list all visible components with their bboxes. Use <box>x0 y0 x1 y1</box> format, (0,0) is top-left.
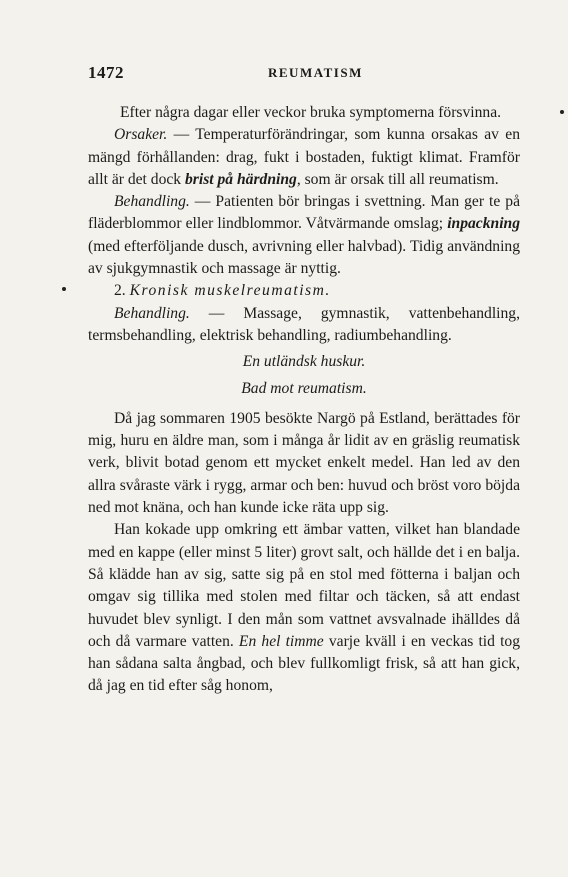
paragraph-chronic-heading <box>88 280 520 302</box>
section-subtitle: Bad mot reumatism. <box>241 379 367 397</box>
causes-tail: , som är orsak till all reumatism. <box>296 170 499 188</box>
chronic-treatment-label: Behandling. <box>114 304 190 322</box>
paragraph-treatment <box>88 191 520 280</box>
causes-text: — Temperaturförändringar, som kunna orsakas av en mängd förhållanden: drag, fukt i bostaden, fuktigt klimat. Framför allt är det dock <box>88 126 520 188</box>
treatment-text: — Patienten bör bringas i svettning. Man ger te på fläderblommor eller lindblommor. Våtvärmande omslag; <box>88 193 520 233</box>
story-2-emphasis: En hel timme <box>238 632 324 650</box>
page-number: 1472 <box>88 63 124 82</box>
treatment-tail: (med efterföljande dusch, avrivning eller halvbad). Tidig användning av sjukgymnastik och massage är nyttig. <box>88 237 520 278</box>
running-title: REUMATISM <box>268 65 363 80</box>
margin-mark <box>560 110 564 114</box>
page-header <box>88 63 528 83</box>
treatment-label: Behandling. <box>114 193 190 211</box>
paragraph-causes <box>88 124 520 191</box>
story-2-text-a: Han kokade upp omkring ett ämbar vatten, vilket han blandade med en kappe (eller minst 5 liter) grovt salt, och hällde det i en balja. Så klädde han av sig, satte sig på en stol med fötterna i baljan och omgav sig tillika med stolen med filtar och täcken, så att endast huvudet blev synligt. I den mån som vattnet avsvalnade ihälldes då och då varmare vatten. <box>88 521 520 650</box>
treatment-emphasis: inpackning <box>447 215 520 233</box>
paragraph-story-2 <box>88 519 520 697</box>
chronic-treatment-text: — Massage, gymnastik, vattenbehandling, termsbehandling, elektrisk behandling, radiumbehandling. <box>88 304 520 344</box>
causes-emphasis: brist på härdning <box>185 170 297 188</box>
causes-label: Orsaker. <box>114 126 168 144</box>
paragraph-story-1: Då jag sommaren 1905 besökte Nargö på Estland, berättades för mig, huru en äldre man, som i många år lidit av en gräslig reumatisk verk, blivit botad genom ett mycket enkelt medel. Han led av den allra svåraste värk i rygg, armar och ben: huvud och bröst voro böjda ned mot knäna, och han kunde icke räta upp sig. <box>88 409 520 517</box>
chronic-title: Kronisk muskelreumatism. <box>129 282 331 300</box>
chronic-number: 2. <box>114 282 126 300</box>
story-2-text-b: varje kväll i en veckas tid tog han sådana salta ångbad, och blev fullkomligt frisk, så att han gick, då jag en tid efter såg honom, <box>88 632 521 695</box>
page-body <box>88 102 520 698</box>
paragraph-chronic-treatment <box>88 303 520 348</box>
margin-dot <box>62 287 66 291</box>
section-title: En utländsk huskur. <box>242 353 366 371</box>
paragraph-symptoms: Efter några dagar eller veckor bruka symptomerna försvinna. <box>120 104 502 121</box>
